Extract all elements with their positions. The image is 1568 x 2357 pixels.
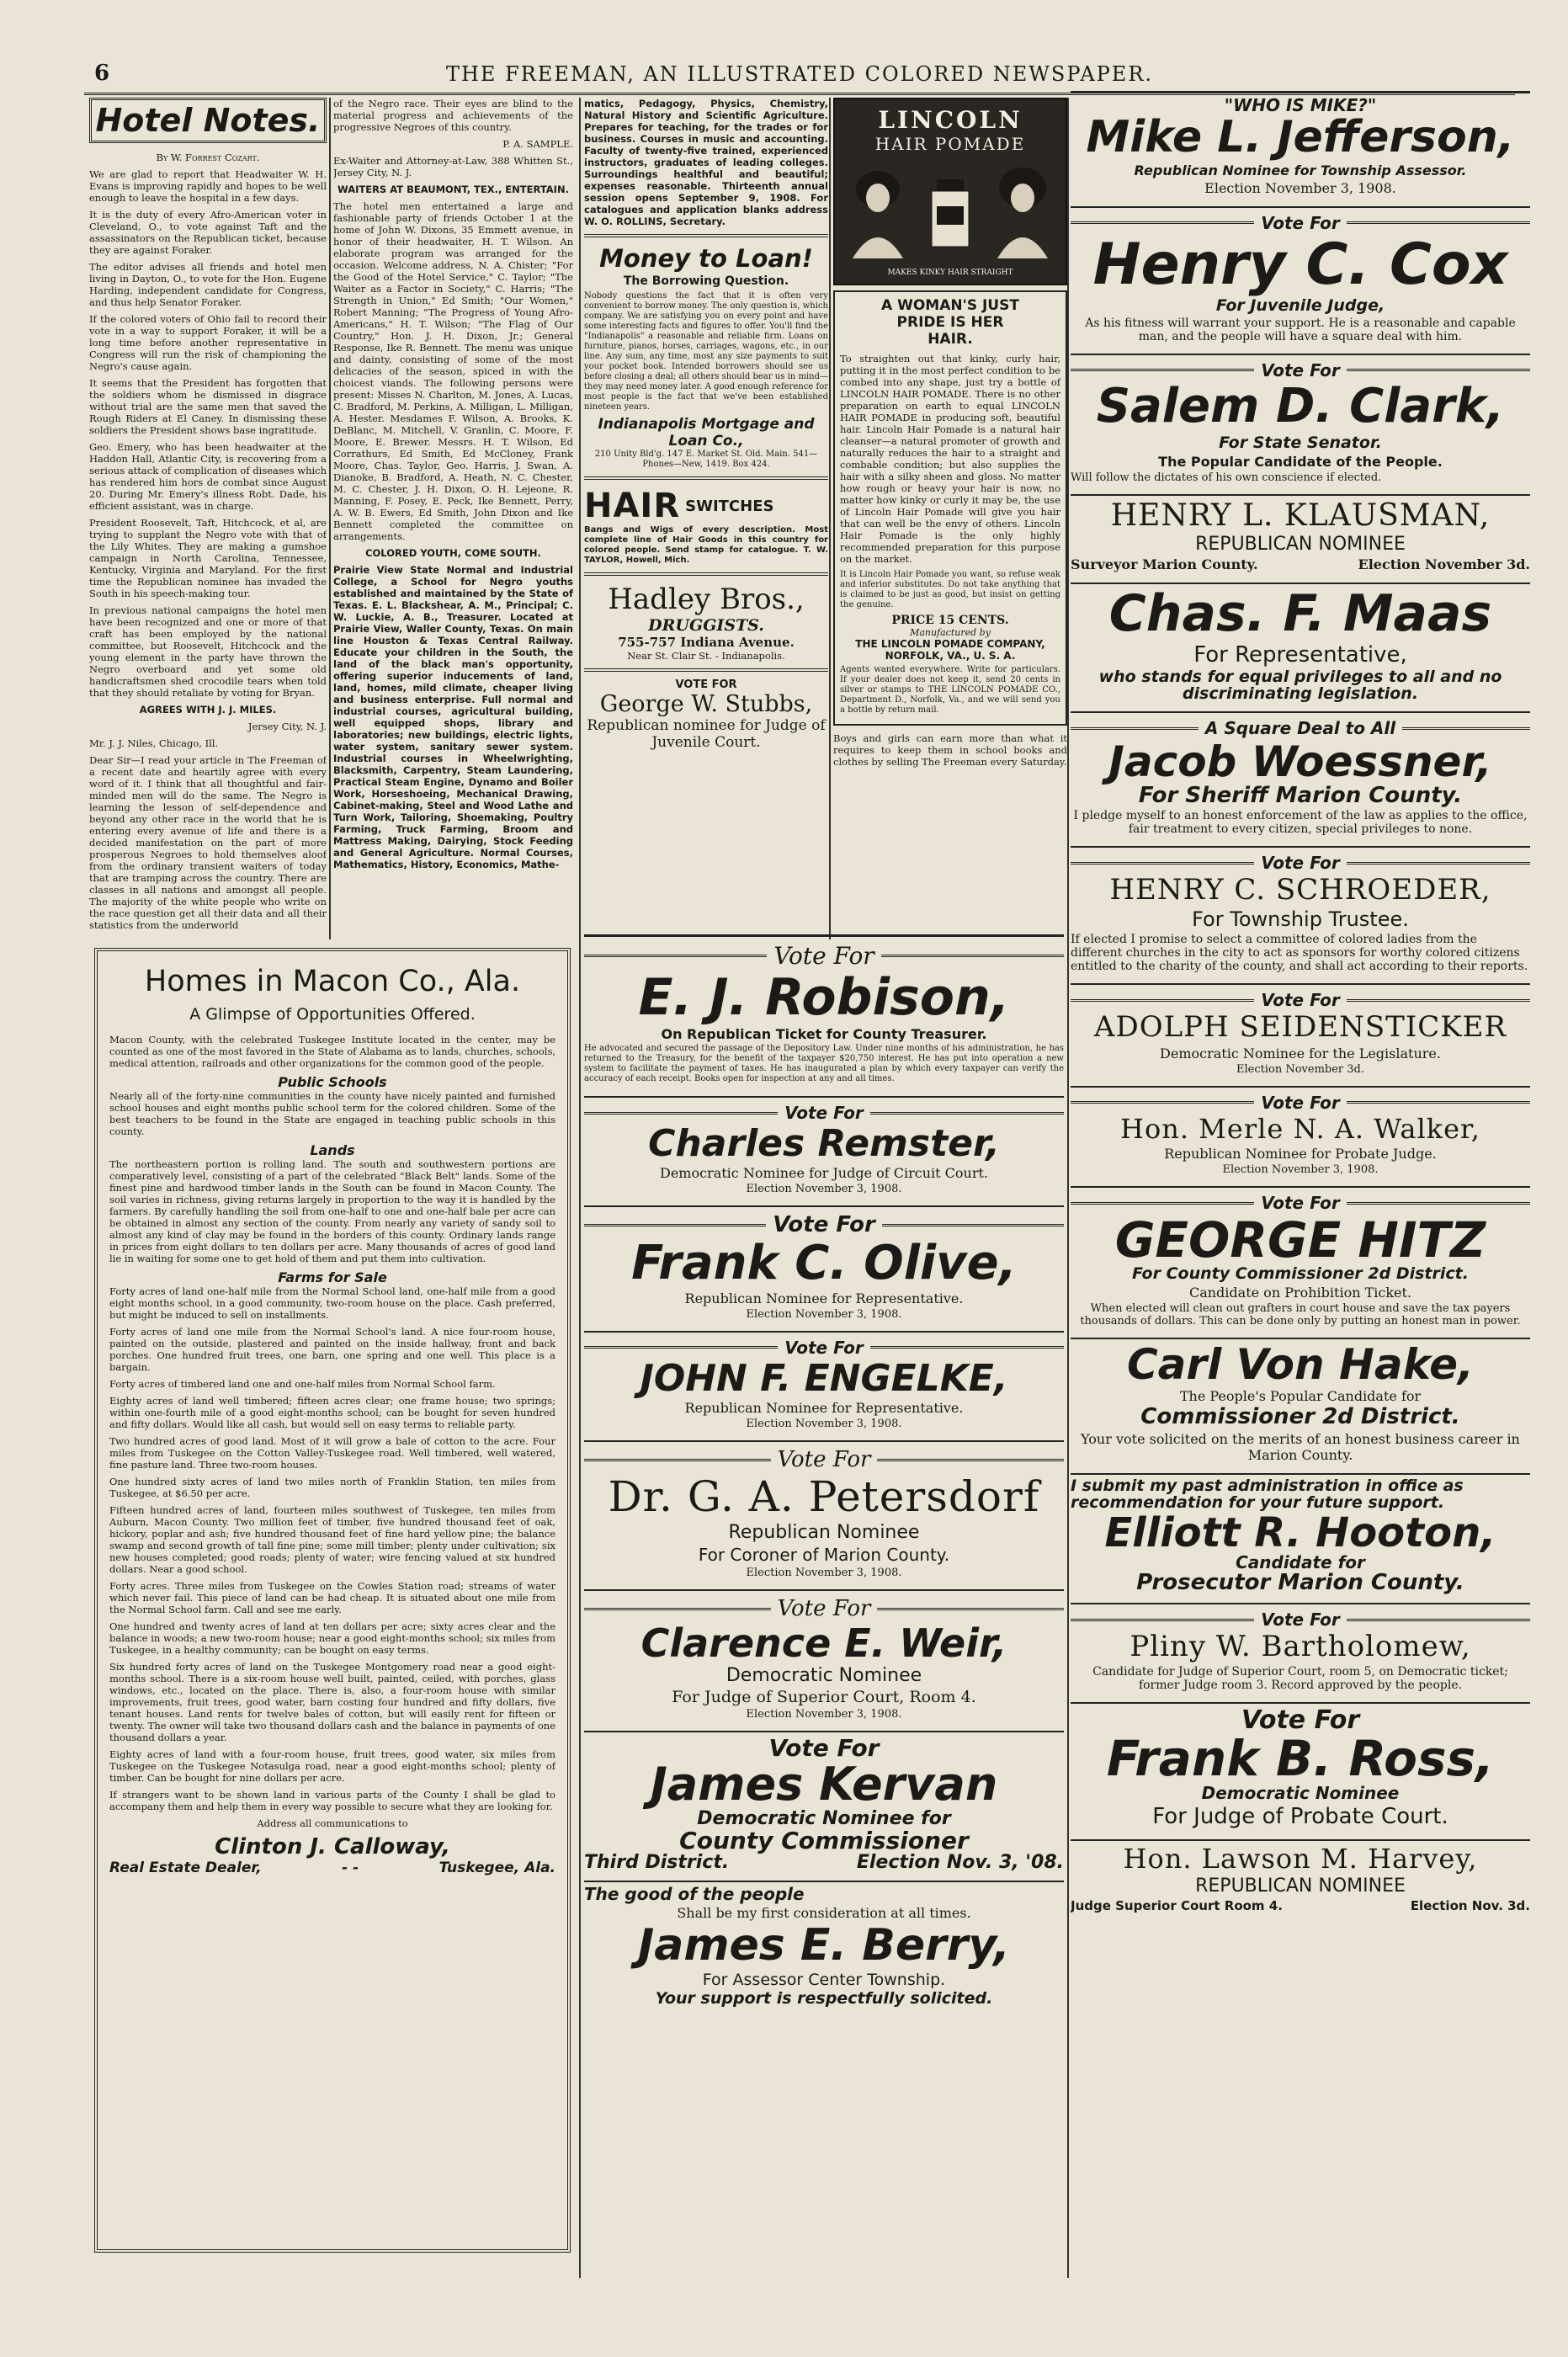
divider — [584, 668, 828, 672]
divider — [584, 234, 828, 237]
farm-listing: One hundred and twenty acres of land at ten dollars per acre; sixty acres clear and the balance in woods; a new two-room house; near a good eight-months school; six miles from Tuskegee, in a healthy community; can be bought on easy terms. — [109, 1620, 555, 1656]
von-hake-name: Carl Von Hake, — [1126, 1339, 1474, 1389]
farm-listing: One hundred sixty acres of land two miles north of Franklin Station, ten miles from Tuskegee, at $6.50 per acre. — [109, 1476, 555, 1499]
hooton-sub: Candidate for — [1236, 1551, 1365, 1572]
macon-homes-box — [94, 948, 571, 2253]
macon-subtitle: A Glimpse of Opportunities Offered. — [189, 1005, 476, 1024]
agrees-place: Jersey City, N. J. — [247, 721, 327, 732]
walker-sub: Republican Nominee for Probate Judge. — [1164, 1146, 1437, 1163]
vote-for-label: Vote For — [584, 1212, 1064, 1237]
lincoln-illustration — [838, 161, 1062, 262]
paragraph: It seems that the President has forgotten that the soldiers whom he dismissed in disgrace without trial are the same men that saved the Rough Riders at El Caney. In dismissing these soldiers the President shows base ingratitude. — [89, 377, 327, 436]
bartholomew-name: Pliny W. Bartholomew, — [1129, 1630, 1471, 1664]
weir-sub-2: For Judge of Superior Court, Room 4. — [672, 1688, 976, 1707]
hadley-name: Hadley Bros., — [608, 583, 805, 616]
hotel-notes-title: Hotel Notes. — [95, 102, 321, 139]
paragraph: President Roosevelt, Taft, Hitchcock, et al, are trying to supplant the Negro vote with that of the Lily Whites. They are making a gumshoe campaign in North Carolina, Tennessee, Kentucky, Virginia and Maryland. For the first time the Republican nominee has invaded the South in his speech-making tour. — [89, 517, 327, 599]
paragraph: Geo. Emery, who has been headwaiter at the Haddon Hall, Atlantic City, is recovering from a serious attack of complication of diseases which has rendered him hors de combat since August 20. During Mr. Emery's illness Robt. Dade, his efficient assistant, was in charge. — [89, 441, 327, 512]
hotel-notes-column — [89, 98, 327, 939]
farm-listing: Fifteen hundred acres of land, fourteen miles southwest of Tuskegee, ten miles from Auburn, Macon County. Two million feet of timber, five hundred thousand feet of oak, hickory, poplar and ash; five hundred thousand feet of fine hard yellow pine; the balance swamp and second growth of tall fine pine; some mill timber; plenty under cultivation; six new houses completed; good roads; plenty of water; wire fencing valued at six hundred dollars. Near a good school. — [109, 1504, 555, 1575]
bartholomew-ad — [1071, 1604, 1530, 1703]
weir-date: Election November 3, 1908. — [746, 1708, 902, 1721]
woessner-ad — [1071, 713, 1530, 848]
harvey-date: Election Nov. 3d. — [1410, 1898, 1530, 1914]
agrees-body: Dear Sir—I read your article in The Freeman of a recent date and heartily agree with every word of it. I think that all thoughtful and fair-minded men will do the same. The Negro is learning the lesson of self-dependence and beyond any other race in the world that he is entering every avenue of life and there is a decided manifestation on the part of more prosperous Negroes to hold themselves aloof from the ordinary transient waiters of today that are tramping across the country. There are classes in all nations and amongst all people. The majority of the white people who write on the race question get all their data and all their statistics from the underworld — [89, 754, 327, 931]
calloway-dealer: Real Estate Dealer, — [109, 1860, 262, 1876]
petersdorf-sub: Republican Nominee — [728, 1522, 920, 1544]
macon-title: Homes in Macon Co., Ala. — [144, 965, 521, 998]
column-rule — [579, 98, 581, 2278]
vote-for-label: Vote For — [1071, 213, 1530, 233]
lincoln-head-1: A WOMAN'S JUST — [881, 297, 1019, 314]
lincoln-ad-body — [833, 290, 1067, 726]
agrees-heading: AGREES WITH J. J. MILES. — [139, 704, 277, 716]
lincoln-mfg: Manufactured by — [910, 627, 991, 638]
ross-name: Frank B. Ross, — [1106, 1730, 1495, 1788]
farm-listing: Forty acres of land one mile from the Normal School's land. A nice four-room house, painted on the outside, plastered and painted on the inside hallway, front and back porches. One hundred fruit trees, one barn, one spring and one well. This place is a bargain. — [109, 1326, 555, 1373]
clark-sub-2: The Popular Candidate of the People. — [1158, 453, 1443, 470]
schroeder-ad — [1071, 848, 1530, 985]
lincoln-head-3: HAIR. — [928, 331, 973, 348]
kervan-date: Election Nov. 3, '08. — [856, 1852, 1064, 1874]
farms-heading: Farms for Sale — [278, 1269, 387, 1285]
right-ads-column — [1071, 91, 1530, 2280]
engelke-name: JOHN F. ENGELKE, — [640, 1356, 1008, 1400]
bartholomew-sub: Candidate for Judge of Superior Court, room 5, on Democratic ticket; former Judge room 3. Record approved by the people. — [1092, 1664, 1508, 1692]
berry-name: James E. Berry, — [637, 1920, 1011, 1971]
hooton-top: I submit my past administration in office as recommendation for your future support. — [1071, 1476, 1464, 1512]
page-number: 6 — [94, 61, 110, 86]
vote-for-label: Vote For — [584, 1596, 1064, 1621]
olive-name: Frank C. Olive, — [631, 1236, 1017, 1291]
youth-body: Prairie View State Normal and Industrial College, a School for Negro youths established and maintained by the State of Texas. E. L. Blackshear, A. M., Principal; C. W. Luckie, A. B., Treasurer. Located at Prairie View, Waller County, Texas. On main line Houston & Texas Central Railway. Educate your children in the South, the land of the black man's opportunity, offering superior inducements of land, land, homes, mild climate, cheaper living and business enterprise. Full normal and industrial courses, agricultural building, well equipped shops, library and laboratories; new buildings, electric lights, water system, sanitary sewer system. Industrial courses in Wheelwrighting, Blacksmith, Carpentry, Steam Laundering, Practical Steam Engine, Dynamo and Boiler Work, Horseshoeing, Mechanical Drawing, Cabinet-making, Steel and Wood Lathe and Turn Work, Tailoring, Shoemaking, Poultry Farming, Truck Farming, Broom and Mattress Making, Dairying, Stock Feeding and General Agriculture. Normal Courses, Mathematics, History, Economics, Mathe- — [333, 564, 573, 870]
klausman-date: Election November 3d. — [1358, 556, 1530, 573]
schroeder-body: If elected I promise to select a committee of colored ladies from the different churches in the city to act as sponsors for worthy colored citizens entitled to the charity of the county, and shall act according to their reports. — [1071, 933, 1528, 974]
vote-for-label: Vote For — [1071, 360, 1530, 380]
harvey-office: Judge Superior Court Room 4. — [1071, 1898, 1283, 1914]
lincoln-tag: MAKES KINKY HAIR STRAIGHT — [887, 269, 1013, 277]
lincoln-column — [833, 98, 1067, 939]
walker-date: Election November 3, 1908. — [1222, 1163, 1379, 1177]
lands-body: The northeastern portion is rolling land. The south and southwestern portions are comparatively level, consisting of a part of the celebrated "Black Belt" lands. Some of the finest pine and hardwood timber lands in the South can be found in Macon County. The soil varies in richness, giving returns largely in proportion to the way it is handled by the farmers. By carefully handling the soil from one-half to one and one-half bale per acre can be obtained in almost any section of the county. From nearly any variety of sandy soil to almost any kind of clay may be found in the borders of this county. Ordinary lands range in prices from eight dollars to ten dollars per acre. Many thousands of acres of good land lie in waiting for some one to get hold of them and put them into cultivation. — [109, 1158, 555, 1264]
hadley-address: 755-757 Indiana Avenue. — [618, 635, 795, 650]
vote-for-label: Vote For — [1071, 853, 1530, 873]
berry-top: The good of the people — [584, 1884, 805, 1905]
hair-body: Bangs and Wigs of every description. Most complete line of Hair Goods in this country for colored people. Send stamp for catalogue. T. W. TAYLOR, Howell, Mich. — [584, 525, 828, 565]
lincoln-city: NORFOLK, VA., U. S. A. — [885, 650, 1016, 662]
switches-word: SWITCHES — [685, 497, 774, 515]
kervan-sub-2: County Commissioner — [679, 1826, 969, 1854]
lincoln-body-2: It is Lincoln Hair Pomade you want, so refuse weak and inferior substitutes. Do not take anything that is claimed to be just as good, but insist on getting the genuine. — [840, 570, 1060, 609]
hooton-ad — [1071, 1475, 1530, 1605]
money-firm: Indianapolis Mortgage and Loan Co., — [598, 416, 815, 450]
seidensticker-date: Election November 3d. — [1236, 1062, 1364, 1076]
woessner-top: A Square Deal to All — [1071, 718, 1530, 738]
clark-name: Salem D. Clark, — [1096, 378, 1505, 434]
olive-sub: Republican Nominee for Representative. — [684, 1290, 964, 1306]
hair-word: HAIR — [584, 487, 681, 525]
vote-for-label: Vote For — [768, 1734, 880, 1763]
ross-ad — [1071, 1704, 1530, 1841]
column-rule — [1067, 98, 1069, 2278]
vote-for-label: Vote For — [1071, 1609, 1530, 1630]
remster-sub: Democratic Nominee for Judge of Circuit Court. — [659, 1165, 989, 1182]
farm-listing: Six hundred forty acres of land on the Tuskegee Montgomery road near a good eight-months school. There is a six-room house well built, painted, ceiled, with porches, glass windows, etc., located on the place. There is, also, a four-room house with similar improvements, fruit trees, good water, barn costing four hundred and fifty dollars, five tenant houses. Land rents for twelve bales of cotton, but will easily rent for fifteen or twenty. The owner will take two thousand dollars cash and the balance in payments of one thousand dollars a year. — [109, 1661, 555, 1743]
maas-ad — [1071, 584, 1530, 713]
schools-body: Nearly all of the forty-nine communities in the county have nicely painted and furnished school houses and eight months public school term for the colored children. Some of the best teachers to be found in the State are engaged in teaching public schools in this county. — [109, 1090, 555, 1137]
klausman-ad — [1071, 496, 1530, 585]
column-3 — [584, 98, 828, 939]
kervan-district: Third District. — [584, 1852, 730, 1874]
hotel-notes-title-box — [89, 98, 327, 143]
paragraph: If the colored voters of Ohio fail to record their vote in a way to support Foraker, it will be a long time before another representative in Congress will run the risk of championing the Negro's cause again. — [89, 313, 327, 372]
farm-listing: Forty acres of timbered land one and one-half miles from Normal School farm. — [109, 1378, 496, 1390]
berry-top-2: Shall be my first consideration at all times. — [677, 1905, 971, 1922]
engelke-ad — [584, 1333, 1064, 1442]
jefferson-top: "WHO IS MIKE?" — [1224, 95, 1377, 115]
vote-for-label: Vote For — [1071, 990, 1530, 1010]
cox-name: Henry C. Cox — [1092, 231, 1508, 298]
ross-sub-2: For Judge of Probate Court. — [1152, 1803, 1448, 1829]
hooton-sub-2: Prosecutor Marion County. — [1136, 1569, 1464, 1595]
beaumont-body: The hotel men entertained a large and fashionable party of friends October 1 at the home of John W. Dixons, 35 Emmett avenue, in honor of their headwaiter, H. T. Wilson. An elaborate program was arranged for the occasion. Welcome address, N. A. Chister; "For the Good of the Hotel Service," C. Taylor; "The Waiter as a Factor in Society," C. Harris; "The Strength in Union," Ed Smith; "Our Women," Robert Manning; "The Progress of Young Afro-Americans," H. T. Wilson; "The Flag of Our Country," Hon. J. H. Dixon, Jr.; General Response, Ike R. Bennett. The menu was unique and dainty, consisting of some of the most delicacies of the season, spiced in with the choicest viands. The following persons were present: Misses N. Charlton, M. Jones, A. Lucas, C. Bradford, M. Perkins, A. Milligan, L. Milligan, A. Hester. Mesdames F. Wilson, A. Brooks, K. DeBlanc, M. Mitchell, V. Granlin, C. Moore, F. Moore, E. Brewer. Messrs. H. T. Wilson, Ed Corrathurs, Ed Smith, Ed McCloney, Frank Moore, Chas. Taylor, Geo. Harris, J. Swan, A. Dianoke, B. Bradford, A. Heath, N. C. Chester, M. C. Chester, J. H. Dixon, O. H. Lejeone, R. Manning, F. Posey, E. Peck, Ike Bennett, Perry, A. W. B. Ewers, Ed Smith, John Dixon and Ike Bennett completed the committee on arrangements. — [333, 200, 573, 542]
calloway-town: Tuskegee, Ala. — [439, 1860, 555, 1876]
calloway-footer — [109, 1860, 555, 1876]
von-hake-ad — [1071, 1339, 1530, 1475]
column-rule — [829, 98, 831, 939]
stubbs-sub: Republican nominee for Judge of Juvenile Court. — [587, 717, 826, 751]
farm-listing: Eighty acres of land with a four-room house, fruit trees, good water, six miles from Tuskegee on the Tuskegee Notasulga road, near a good eight-months school; plenty of timber. Can be bought for nine dollars per acre. — [109, 1748, 555, 1784]
seidensticker-ad — [1071, 985, 1530, 1087]
stubbs-name: George W. Stubbs, — [599, 691, 813, 717]
berry-sub-2: Your support is respectfully solicited. — [655, 1988, 993, 2008]
page-header — [84, 54, 1515, 95]
kervan-sub-3 — [584, 1853, 1064, 1872]
robison-name: E. J. Robison, — [638, 968, 1010, 1027]
vote-for-label: Vote For — [1071, 1193, 1530, 1213]
hadley-sub: DRUGGISTS. — [648, 616, 764, 635]
harvey-sub: REPUBLICAN NOMINEE — [1195, 1875, 1406, 1897]
clark-body: Will follow the dictates of his own conscience if elected. — [1071, 471, 1382, 484]
lincoln-head-2: PRIDE IS HER — [896, 314, 1004, 331]
robison-sub: On Republican Ticket for County Treasurer. — [661, 1026, 987, 1042]
remster-date: Election November 3, 1908. — [746, 1183, 902, 1196]
maas-name: Chas. F. Maas — [1108, 584, 1492, 644]
money-body: Nobody questions the fact that it is often very convenient to borrow money. The only question is, which company. We are satisfying you on every point and have some interesting facts and figures to offer. You'll find the "Indianapolis" a reasonable and reliable firm. Loans on furniture, pianos, horses, carriages, wagons, etc., in our line. Any sum, any time, most any size payments to suit your pocket book. Intended borrowers should see us before closing a deal; all others should bear us in mind—they may need money later. A good enough reference for most people is the fact that we've been established nineteen years. — [584, 291, 828, 412]
macon-closing: If strangers want to be shown land in various parts of the County I shall be glad to accompany them and help them in every way possible to secure what they are looking for. — [109, 1789, 555, 1812]
hooton-name: Elliott R. Hooton, — [1104, 1508, 1496, 1556]
beaumont-heading: WAITERS AT BEAUMONT, TEX., ENTERTAIN. — [338, 184, 569, 195]
divider — [584, 572, 828, 576]
farm-listing: Forty acres of land one-half mile from the Normal School land, one-half mile from a good eight months school, in a good community, two-room house on the place. Cash preferred, but might be induced to sell on installments. — [109, 1285, 555, 1321]
engelke-date: Election November 3, 1908. — [746, 1418, 902, 1431]
harvey-ad — [1071, 1841, 1530, 1923]
remster-ad — [584, 1098, 1064, 1207]
von-hake-sub-2: Commissioner 2d District. — [1140, 1404, 1460, 1430]
petersdorf-sub-2: For Coroner of Marion County. — [698, 1545, 950, 1566]
hitz-body: When elected will clean out grafters in court house and save the tax payers thousands of dollars. This can be done only by putting an honest man in power. — [1080, 1301, 1521, 1327]
ross-sub: Democratic Nominee — [1201, 1782, 1400, 1803]
school-cont: matics, Pedagogy, Physics, Chemistry, Natural History and Scientific Agriculture. Prepares for teaching, for the trades or for business. Courses in music and accounting. Faculty of twenty-five trained, experienced instructors, graduates of leading colleges. Surroundings healthful and beautiful; expenses reasonable. Thirteenth annual session opens September 9, 1908. For catalogues and application blanks address W. O. ROLLINS, Secretary. — [584, 98, 828, 227]
berry-sub: For Assessor Center Township. — [702, 1970, 946, 1989]
berry-ad — [584, 1882, 1064, 2016]
vote-for-label: Vote For — [1241, 1705, 1360, 1735]
klausman-office: Surveyor Marion County. — [1071, 556, 1258, 573]
calloway-name: Clinton J. Calloway, — [215, 1834, 450, 1860]
vote-for-label: Vote For — [584, 1103, 1064, 1123]
lincoln-banner — [833, 98, 1067, 285]
lands-heading: Lands — [310, 1142, 355, 1158]
petersdorf-ad — [584, 1442, 1064, 1591]
paragraph: It is the duty of every Afro-American voter in Cleveland, O., to vote against Taft and the assassinators on the Republican ticket, because they are against Foraker. — [89, 209, 327, 256]
jefferson-ad — [1071, 91, 1530, 208]
klausman-sub-2 — [1071, 556, 1530, 572]
remster-name: Charles Remster, — [648, 1122, 1000, 1165]
hitz-name: GEORGE HITZ — [1114, 1211, 1486, 1269]
farm-listing: Two hundred acres of good land. Most of it will grow a bale of cotton to the acre. Four miles from Tuskegee on the Cotton Valley-Tuskegee road. Well timbered, well watered, fine pasture land. Three two-room houses. — [109, 1435, 555, 1471]
signature: P. A. SAMPLE. — [502, 138, 573, 150]
harvey-sub-2 — [1071, 1898, 1530, 1913]
signature-detail: Ex-Waiter and Attorney-at-Law, 388 Whitten St., Jersey City, N. J. — [333, 155, 573, 178]
divider — [584, 476, 828, 480]
seidensticker-name: ADOLPH SEIDENSTICKER — [1093, 1010, 1507, 1045]
paragraph: We are glad to report that Headwaiter W. H. Evans is improving rapidly and hopes to be well enough to leave the hospital in a few days. — [89, 168, 327, 204]
kervan-sub: Democratic Nominee for — [697, 1807, 951, 1829]
clark-ad — [1071, 355, 1530, 496]
vote-for-label: Vote For — [584, 1338, 1064, 1358]
middle-ads-column — [584, 934, 1064, 2281]
schroeder-sub: For Township Trustee. — [1192, 907, 1409, 932]
robison-ad — [584, 934, 1064, 1098]
paragraph: In previous national campaigns the hotel men have been recognized and one or more of that craft has been employed by the national committee, but Roosevelt, Hitchcock and the young element in the party have thrown the Negro overboard and yet some old handicraftsmen shed crocodile tears when told that they should retaliate by voting for Bryan. — [89, 604, 327, 699]
klausman-sub: REPUBLICAN NOMINEE — [1195, 534, 1406, 556]
paragraph: of the Negro race. Their eyes are blind to the material progress and achievements of the progressive Negroes of this country. — [333, 98, 573, 133]
hair-switches-ad — [584, 487, 828, 525]
hitz-sub: For County Commissioner 2d District. — [1132, 1264, 1469, 1283]
lincoln-body: To straighten out that kinky, curly hair, putting it in the most perfect condition to be combed into any shape, just try a bottle of LINCOLN HAIR POMADE. There is no other preparation on earth to equal LINCOLN HAIR POMADE in producing soft, beautiful hair. Lincoln Hair Pomade is a natural hair cleanser—a natural promoter of growth and naturally reduces the hair to a straight and combable condition; but also supplies the hair with a silky sheen and gloss. No matter how rough or heavy your hair is now, no matter how kinky or curly it may be, the use of Lincoln Hair Pomade will give you hair that can well be the envy of others. Lincoln Hair Pomade is the only highly recommended preparation for this purpose on the market. — [840, 353, 1060, 565]
pomade-jar-icon — [927, 173, 974, 250]
von-hake-sub: The People's Popular Candidate for — [1179, 1388, 1422, 1405]
schroeder-name: HENRY C. SCHROEDER, — [1109, 873, 1491, 907]
masthead: THE FREEMAN, AN ILLUSTRATED COLORED NEWSPAPER. — [445, 62, 1154, 86]
stubbs-vote: VOTE FOR — [675, 678, 737, 691]
money-subhead: The Borrowing Question. — [623, 274, 789, 288]
lincoln-agents: Agents wanted everywhere. Write for particulars. If your dealer does not keep it, send 20 cents in silver or stamps to THE LINCOLN POMADE CO., Department D., Norfolk, Va., and we will send you a bottle by return mail. — [840, 665, 1060, 715]
woman-portrait-icon — [992, 164, 1053, 258]
macon-address-label: Address all communications to — [257, 1817, 408, 1829]
robison-body: He advocated and secured the passage of the Depository Law. Under nine months of his administration, he has returned to the Treasury, for the benefit of the taxpayer $20,750 interest. He has put into operation a new system to facilitate the payment of taxes. He has inaugurated a plan by which every taxpayer can verify the accuracy of each receipt. Books open for inspection at any and all times. — [584, 1044, 1064, 1083]
lincoln-company: THE LINCOLN POMADE COMPANY, — [855, 638, 1045, 650]
kervan-ad — [584, 1732, 1064, 1882]
woman-portrait-icon — [848, 164, 908, 258]
jefferson-name: Mike L. Jefferson, — [1086, 112, 1515, 162]
engelke-sub: Republican Nominee for Representative. — [684, 1400, 964, 1417]
money-heading: Money to Loan! — [599, 244, 813, 273]
schools-heading: Public Schools — [278, 1074, 387, 1090]
olive-date: Election November 3, 1908. — [746, 1307, 902, 1321]
weir-name: Clarence E. Weir, — [640, 1620, 1007, 1667]
agrees-to: Mr. J. J. Niles, Chicago, Ill. — [89, 737, 219, 749]
petersdorf-date: Election November 3, 1908. — [746, 1567, 902, 1580]
weir-ad — [584, 1591, 1064, 1732]
clark-sub: For State Senator. — [1219, 433, 1382, 452]
cox-body: As his fitness will warrant your support. He is a reasonable and capable man, and the people will have a square deal with him. — [1085, 316, 1516, 343]
lincoln-brand-2: HAIR POMADE — [874, 134, 1026, 154]
jefferson-date: Election November 3, 1908. — [1204, 179, 1396, 196]
farm-listing: Forty acres. Three miles from Tuskegee on the Cowles Station road; streams of water which never fail. This piece of land can be had cheap. It is situated about one mile from the Normal School farm. Call and see me early. — [109, 1580, 555, 1615]
vote-for-label: Vote For — [584, 942, 1064, 970]
macon-intro: Macon County, with the celebrated Tuskegee Institute located in the center, may be counted as one of the most favored in the State of Alabama as to lands, churches, schools, medical attention, railroads and other organizations for the common good of the people. — [109, 1034, 555, 1069]
column-rule — [329, 98, 331, 939]
byline: By W. Forrest Cozart. — [156, 152, 260, 163]
money-address: 210 Unity Bld'g. 147 E. Market St. Old. Main. 541—Phones—New, 1419. Box 424. — [594, 450, 818, 469]
woessner-sub: For Sheriff Marion County. — [1138, 782, 1463, 808]
freeman-boys-notice: Boys and girls can earn more than what it requires to keep them in school books and clothes by selling The Freeman every Saturday. — [833, 732, 1067, 768]
youth-heading: COLORED YOUTH, COME SOUTH. — [365, 547, 541, 559]
vote-for-label: Vote For — [584, 1447, 1064, 1472]
jefferson-sub: Republican Nominee for Township Assessor. — [1134, 162, 1467, 178]
seidensticker-sub: Democratic Nominee for the Legislature. — [1160, 1045, 1441, 1061]
lincoln-price: PRICE 15 CENTS. — [891, 614, 1009, 627]
column-2 — [333, 98, 573, 939]
von-hake-body: Your vote solicited on the merits of an honest business career in Marion County. — [1081, 1430, 1520, 1463]
maas-sub: For Representative, — [1193, 642, 1407, 668]
kervan-name: James Kervan — [650, 1757, 998, 1811]
farm-listing: Eighty acres of land well timbered; fifteen acres clear; one frame house; two springs; within one-fourth mile of a good eight-months school; can be bought for seven hundred and fifty dollars. Would like all cash, but would sell on easy terms to reliable party. — [109, 1395, 555, 1430]
hitz-sub-2: Candidate on Prohibition Ticket. — [1188, 1284, 1412, 1301]
harvey-name: Hon. Lawson M. Harvey, — [1123, 1842, 1478, 1875]
vote-for-label: Vote For — [1071, 1093, 1530, 1113]
klausman-name: HENRY L. KLAUSMAN, — [1110, 497, 1491, 533]
cox-ad — [1071, 208, 1530, 355]
weir-sub: Democratic Nominee — [726, 1665, 922, 1687]
walker-name: Hon. Merle N. A. Walker, — [1120, 1112, 1480, 1145]
olive-ad — [584, 1207, 1064, 1333]
hadley-location: Near St. Clair St. - Indianapolis. — [627, 650, 785, 662]
hitz-ad — [1071, 1188, 1530, 1339]
woessner-name: Jacob Woessner, — [1108, 737, 1492, 787]
maas-sub-2: who stands for equal privileges to all and no discriminating legislation. — [1098, 668, 1502, 704]
woessner-body: I pledge myself to an honest enforcement of the law as applies to the office, fair treatment to every citizen, special privileges to none. — [1073, 809, 1528, 837]
lincoln-brand: LINCOLN — [878, 106, 1023, 134]
calloway-dash: - - — [342, 1860, 359, 1876]
walker-ad — [1071, 1088, 1530, 1188]
paragraph: The editor advises all friends and hotel men living in Dayton, O., to vote for the Hon. Eugene Harding, independent candidate for Congress, and thus help Senator Foraker. — [89, 261, 327, 308]
petersdorf-name: Dr. G. A. Petersdorf — [608, 1472, 1040, 1522]
cox-sub: For Juvenile Judge, — [1215, 295, 1385, 315]
